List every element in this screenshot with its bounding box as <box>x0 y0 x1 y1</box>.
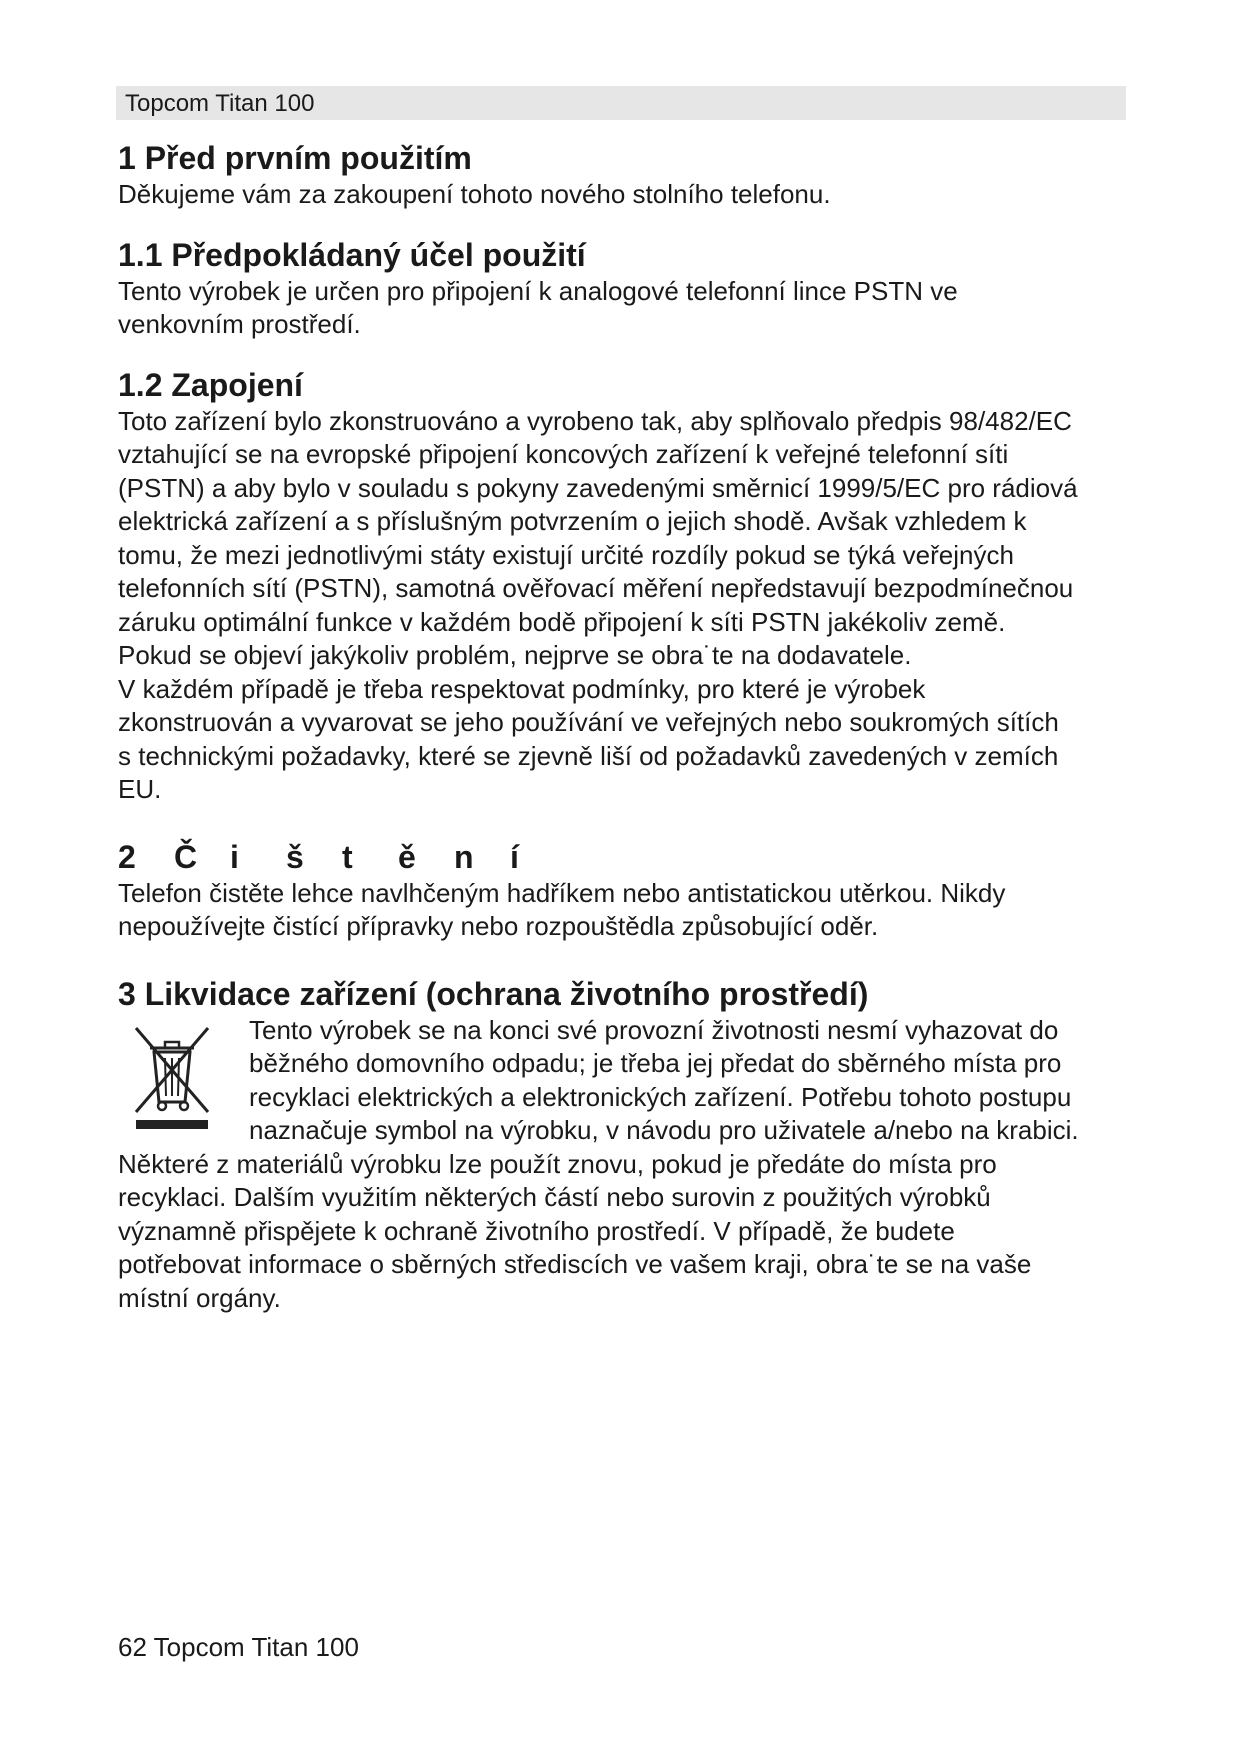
heading-char: ě <box>398 838 416 875</box>
page-header <box>116 86 1126 120</box>
paragraph-weee <box>249 1014 1079 1148</box>
text-line: recyklaci elektrických a elektronických zařízení. Potřebu tohoto postupu <box>249 1081 1072 1112</box>
text-line: Děkujeme vám za zakoupení tohoto nového stolního telefonu. <box>118 179 831 209</box>
paragraph-section-1-1 <box>118 275 1128 342</box>
text-line: Tento výrobek je určen pro připojení k analogové telefonní lince PSTN ve <box>118 275 958 306</box>
text-line: elektrická zařízení a s příslušným potvrzením o jejich shodě. Avšak vzhledem k <box>118 506 1027 536</box>
page-footer: 62 Topcom Titan 100 <box>118 1632 359 1662</box>
paragraph-section-3 <box>118 1148 1128 1316</box>
text-line: běžného domovního odpadu; je třeba jej předat do sběrného místa pro <box>249 1048 1062 1078</box>
heading-section-1-1: 1.1 Předpokládaný účel použití <box>118 236 586 273</box>
paragraph-section-2 <box>118 877 1128 944</box>
text-line: telefonních sítí (PSTN), samotná ověřovací měření nepředstavují bezpodmínečnou <box>118 573 1074 603</box>
text-line: naznačuje symbol na výrobku, v návodu pro uživatele a/nebo na krabici. <box>249 1115 1079 1145</box>
heading-char: í <box>510 838 519 875</box>
heading-char: i <box>230 838 239 875</box>
heading-char: 2 <box>118 838 136 875</box>
text-line: s technickými požadavky, které se zjevně liší od požadavků zavedených v zemích <box>118 740 1059 771</box>
heading-char: t <box>342 838 353 875</box>
heading-char: Č <box>174 838 198 875</box>
paragraph-section-1-2 <box>118 405 1128 807</box>
heading-char: š <box>286 838 304 875</box>
text-line: venkovním prostředí. <box>118 309 361 339</box>
text-line: V každém případě je třeba respektovat podmínky, pro které je výrobek <box>118 673 926 704</box>
text-line: Některé z materiálů výrobku lze použít znovu, pokud je předáte do místa pro <box>118 1148 997 1179</box>
text-line: nepoužívejte čistící přípravky nebo rozpouštědla způsobující oděr. <box>118 911 879 941</box>
text-line: Toto zařízení bylo zkonstruováno a vyrobeno tak, aby splňovalo předpis 98/482/EC <box>118 405 1072 436</box>
heading-char: n <box>454 838 474 875</box>
weee-block <box>118 1014 1128 1148</box>
heading-section-3: 3 Likvidace zařízení (ochrana životního prostředí) <box>118 975 869 1012</box>
text-line: (PSTN) a aby bylo v souladu s pokyny zavedenými směrnicí 1999/5/EC pro rádiová <box>118 472 1078 503</box>
text-line: tomu, že mezi jednotlivými státy existují určité rozdíly pokud se týká veřejných <box>118 539 1014 570</box>
text-line: vztahující se na evropské připojení koncových zařízení k veřejné telefonní síti <box>118 439 1009 469</box>
page-content <box>118 138 1128 1315</box>
heading-section-1-2: 1.2 Zapojení <box>118 366 303 403</box>
text-line: EU. <box>118 774 162 804</box>
text-line: Pokud se objeví jakýkoliv problém, nejprve se obra˙te na dodavatele. <box>118 640 912 670</box>
heading-section-1: 1 Před prvním použitím <box>118 140 472 176</box>
paragraph-section-1 <box>118 178 1128 212</box>
text-line: záruku optimální funkce v každém bodě připojení k síti PSTN jakékoliv země. <box>118 606 1006 637</box>
header-title: Topcom Titan 100 <box>125 90 315 117</box>
weee-crossed-bin-icon <box>132 1024 212 1132</box>
text-line: potřebovat informace o sběrných střediscích ve vašem kraji, obra˙te se na vaše <box>118 1249 1032 1279</box>
text-line: místní orgány. <box>118 1282 281 1313</box>
text-line: zkonstruován a vyvarovat se jeho používání ve veřejných nebo soukromých sítích <box>118 707 1059 737</box>
text-line: významně přispějete k ochraně životního prostředí. V případě, že budete <box>118 1215 955 1246</box>
heading-section-2 <box>118 837 1128 877</box>
text-line: recyklaci. Dalším využitím některých částí nebo surovin z použitých výrobků <box>118 1182 991 1212</box>
text-line: Tento výrobek se na konci své provozní životnosti nesmí vyhazovat do <box>249 1014 1059 1045</box>
text-line: Telefon čistěte lehce navlhčeným hadříkem nebo antistatickou utěrkou. Nikdy <box>118 877 1006 908</box>
